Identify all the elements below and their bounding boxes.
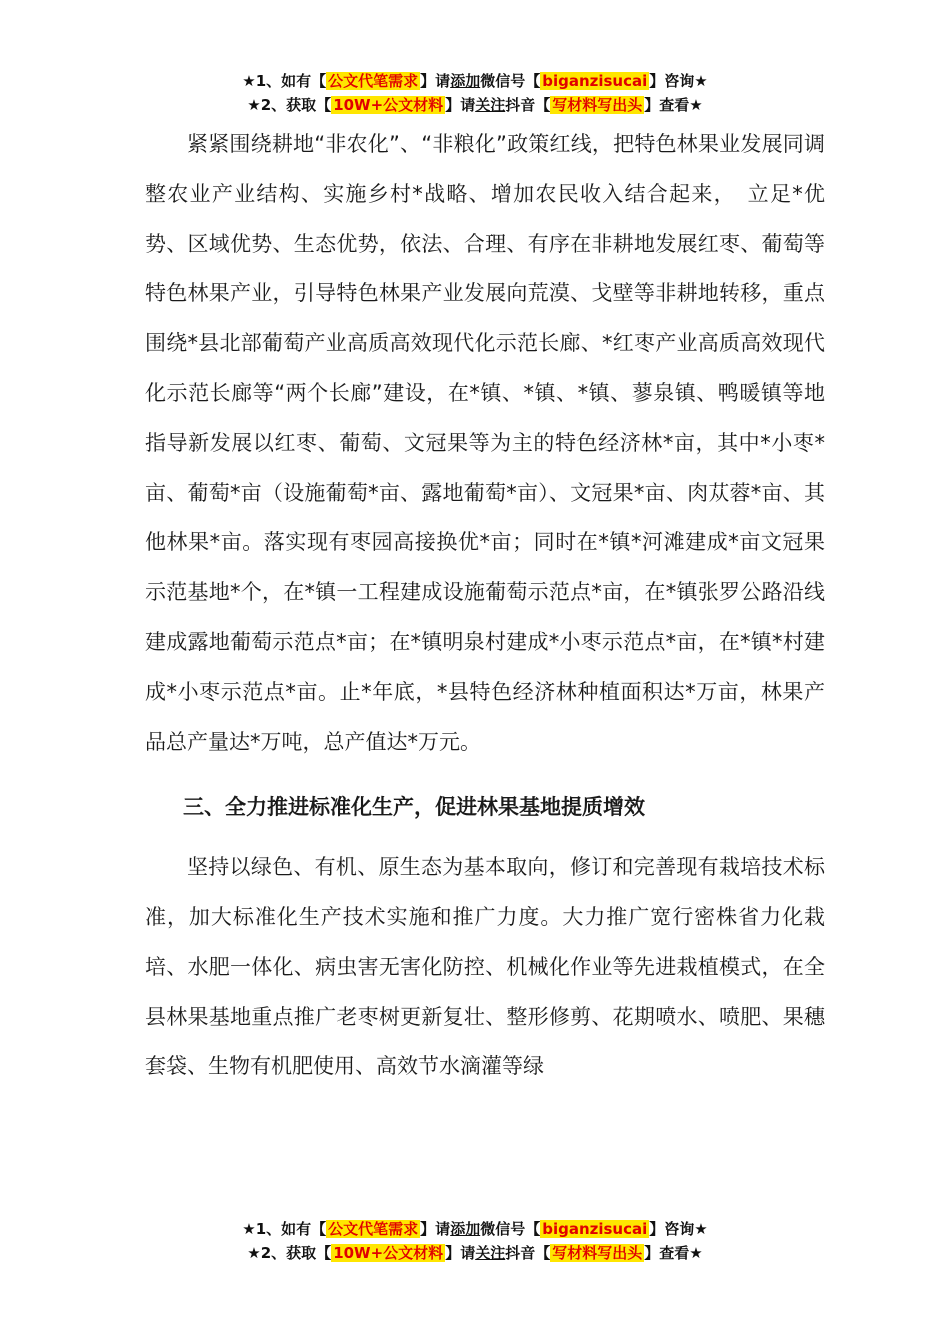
- banner-text: 抖音【: [505, 1244, 551, 1262]
- underlined-text: 添加: [450, 1220, 481, 1238]
- body-paragraph-1: 紧紧围绕耕地“非农化”、“非粮化”政策红线，把特色林果业发展同调整农业产业结构、实施乡村*战略、增加农民收入结合起来， 立足*优势、区域优势、生态优势，依法、合理、有序在非耕地发展红枣、葡萄等特色林果产业，引导特色林果产业发展向荒漠、戈壁等非耕地转移，重点围绕*县北部葡萄产业高质高效现代化示范长廊、*红枣产业高质高效现代化示范长廊等“两个长廊”建设，在*镇、*镇、*镇、蓼泉镇、鸭暖镇等地指导新发展以红枣、葡萄、文冠果等为主的特色经济林*亩，其中*小枣*亩、葡萄*亩（设施葡萄*亩、露地葡萄*亩）、文冠果*亩、肉苁蓉*亩、其他林果*亩。落实现有枣园高接换优*亩；同时在*镇*河滩建成*亩文冠果示范基地*个，在*镇一工程建成设施葡萄示范点*亩，在*镇张罗公路沿线建成露地葡萄示范点*亩；在*镇明泉村建成*小枣示范点*亩，在*镇*村建成*小枣示范点*亩。止*年底，*县特色经济林种植面积达*万亩，林果产品总产量达*万吨，总产值达*万元。: [145, 132, 825, 754]
- banner-text: 微信号【: [480, 1220, 541, 1238]
- body-paragraph-2: 坚持以绿色、有机、原生态为基本取向，修订和完善现有栽培技术标准，加大标准化生产技术实施和推广力度。大力推广宽行密株省力化栽培、水肥一体化、病虫害无害化防控、机械化作业等先进栽植模式，在全县林果基地重点推广老枣树更新复壮、整形修剪、花期喷水、喷肥、果穗套袋、生物有机肥使用、高效节水滴灌等绿: [145, 855, 825, 1079]
- douyin-id: 写材料写出头: [552, 96, 643, 114]
- header-banner: [0, 69, 950, 117]
- underlined-text: 添加: [450, 72, 481, 90]
- banner-text: 】咨询★: [649, 72, 708, 90]
- wechat-id: biganzisucai: [542, 72, 648, 90]
- highlight-text: 10W+公文材料: [333, 1244, 444, 1262]
- douyin-id: 写材料写出头: [552, 1244, 643, 1262]
- highlight-text: 公文代笔需求: [328, 1220, 419, 1238]
- banner-line-1: [0, 1217, 950, 1241]
- banner-line-2: [0, 93, 950, 117]
- banner-text: ★1、如有【: [242, 1220, 327, 1238]
- document-body: [145, 120, 825, 1092]
- footer-banner: [0, 1217, 950, 1265]
- banner-text: 】请: [420, 1220, 451, 1238]
- underlined-text: 关注: [475, 96, 506, 114]
- banner-text: 】请: [445, 1244, 476, 1262]
- banner-text: ★2、获取【: [247, 96, 332, 114]
- banner-text: 】咨询★: [649, 1220, 708, 1238]
- banner-text: 】请: [420, 72, 451, 90]
- banner-text: 】查看★: [644, 96, 703, 114]
- banner-text: 抖音【: [505, 96, 551, 114]
- banner-text: 】查看★: [644, 1244, 703, 1262]
- wechat-id: biganzisucai: [542, 1220, 648, 1238]
- banner-line-1: [0, 69, 950, 93]
- banner-text: 】请: [445, 96, 476, 114]
- highlight-text: 10W+公文材料: [333, 96, 444, 114]
- banner-text: ★1、如有【: [242, 72, 327, 90]
- banner-text: 微信号【: [480, 72, 541, 90]
- banner-text: ★2、获取【: [247, 1244, 332, 1262]
- underlined-text: 关注: [475, 1244, 506, 1262]
- section-heading: 三、全力推进标准化生产，促进林果基地提质增效: [183, 795, 645, 820]
- banner-line-2: [0, 1241, 950, 1265]
- highlight-text: 公文代笔需求: [328, 72, 419, 90]
